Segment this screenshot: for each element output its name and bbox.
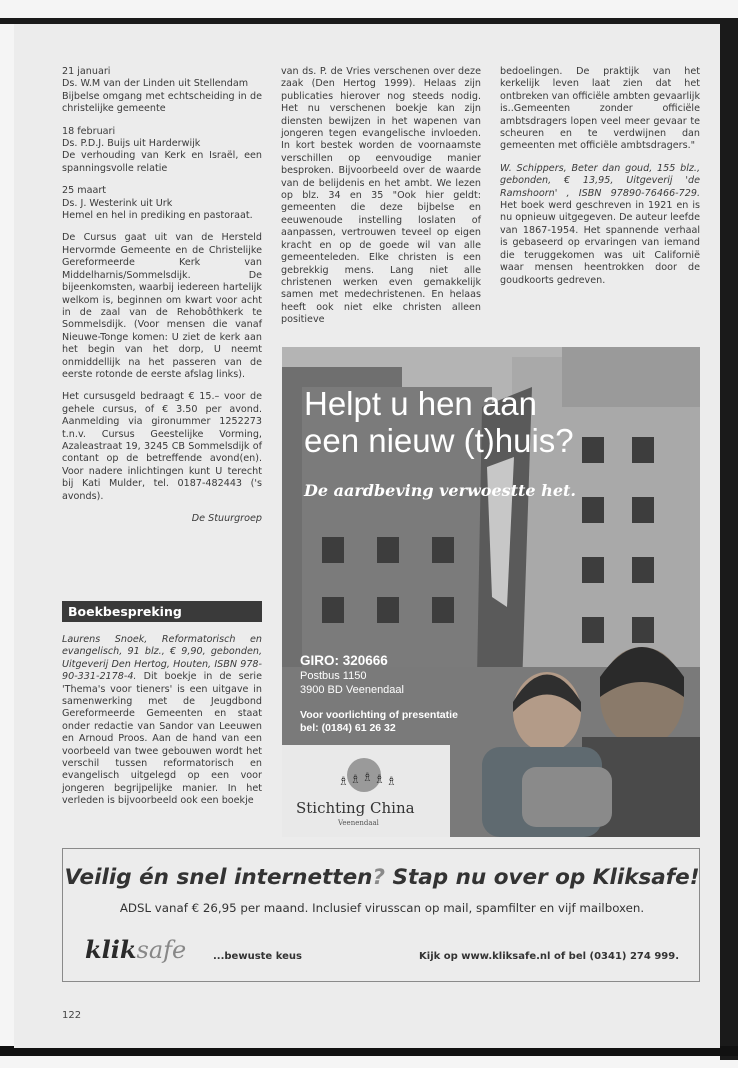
review-paragraph <box>62 634 262 808</box>
ad-subline: De aardbeving verwoestte het. <box>304 481 576 500</box>
svg-text:♗: ♗ <box>362 770 373 784</box>
headline-line-1: Helpt u hen aan <box>304 385 538 422</box>
svg-text:♗: ♗ <box>386 774 397 788</box>
svg-text:♗: ♗ <box>350 772 361 786</box>
address-line: Postbus 1150 <box>300 670 367 682</box>
ad-headline <box>304 385 574 459</box>
book-reference: Laurens Snoek, Reformatorisch en evangelisch, 91 blz., € 9,90, gebonden, Uitgeverij Den Hertog, Houten, ISBN 978-90-331-2178-4. <box>62 634 262 683</box>
event-3 <box>62 185 262 222</box>
column-1 <box>62 66 262 535</box>
address-line: 3900 BD Veenendaal <box>300 684 404 696</box>
org-name: Stichting China <box>296 799 415 817</box>
event-1 <box>62 66 262 116</box>
book-reference: W. Schippers, Beter dan goud, 155 blz., gebonden, € 13,95, Uitgeverij 'de Ramshoorn' , ISBN 97890-76466-729. <box>500 162 700 199</box>
event-date: 21 januari <box>62 66 111 77</box>
review-continued: van ds. P. de Vries verschenen over deze zaak (Den Hertog 1999). Helaas zijn publicaties hierover nog steeds nodig. Het nu verschenen boekje kan zijn diensten bewijzen in het wapenen van jongeren tegen evangelische invloeden. In kort bestek worden de voornaamste verschillen op eenvoudige manier besproken. Bijvoorbeeld over de waarde van de belijdenis en het ambt. We lezen op blz. 34 en 35 "Ook hier geldt: gemeenten die deze bijbelse en eeuwenoude instelling loslaten of aanpassen, vertrouwen teveel op eigen kracht en op de goede wil van alle gemeenteleden. Elke christen is een gebrekkig mens. Lang niet alle christenen werken even gemakkelijk samen met medechristenen. En helaas heeft ook niet elke christen alleen positieve <box>281 66 481 326</box>
ad-title <box>63 865 701 890</box>
event-speaker: Ds. J. Westerink uit Urk <box>62 197 173 209</box>
giro-number: GIRO: 320666 <box>300 653 388 668</box>
info-line: Voor voorlichting of presentatie <box>300 709 458 721</box>
china-advertisement <box>282 347 700 837</box>
scan-edge-right <box>720 20 738 1060</box>
column-2 <box>281 66 481 337</box>
title-question-mark: ? <box>372 865 385 890</box>
svg-text:♗: ♗ <box>374 772 385 786</box>
kliksafe-advertisement <box>62 848 700 982</box>
event-topic: Bijbelse omgang met echtscheiding in de christelijke gemeente <box>62 90 262 115</box>
logo-text: klik <box>85 935 137 964</box>
column-1-review <box>62 634 262 818</box>
headline-line-2: een nieuw (t)huis? <box>304 422 574 459</box>
svg-text:♗: ♗ <box>338 774 349 788</box>
contact-info: Kijk op www.kliksafe.nl of bel (0341) 274 999. <box>419 951 679 962</box>
signature: De Stuurgroep <box>191 513 262 524</box>
info-phone <box>300 709 458 735</box>
page-number: 122 <box>62 1010 82 1021</box>
review-text: Het boek werd geschreven in 1921 en is nu opnieuw uitgegeven. De auteur leefde van 1867-1954. Het spannende verhaal is gebaseerd op ervaringen van iemand die teruggekomen was uit Californië waar mensen heentrokken door de goudkoorts gedreven. <box>500 200 700 286</box>
postal-address <box>300 669 404 697</box>
ad-subtitle: ADSL vanaf € 26,95 per maand. Inclusief virusscan op mail, spamfilter en vijf mailboxen. <box>119 901 645 915</box>
review-quote-end: bedoelingen. De praktijk van het kerkelijk leven laat zien dat het ontbreken van officiële ambten gevaarlijk is..Gemeenten zonder officiële ambtsdragers lopen veel meer gevaar te scheuren en te verdwijnen dan gemeenten met officiële ambtsdragers." <box>500 66 701 152</box>
event-speaker: Ds. P.D.J. Buijs uit Harderwijk <box>62 138 201 150</box>
info-line: bel: (0184) 61 26 32 <box>300 722 396 734</box>
event-topic: De verhouding van Kerk en Israël, een spanningsvolle relatie <box>62 150 262 174</box>
title-part: Veilig én snel internetten <box>64 865 373 890</box>
review-text: Dit boekje in de serie 'Thema's voor tieners' is een uitgave in samenwerking met de Jeugdbond Gereformeerde Gemeenten en staat onder redactie van Sandor van Leeuwen en Arnoud Proos. Aan de hand van een voorbeeld van twee gebouwen wordt het verschil tussen reformatorisch en evangelisch uitgelegd op een voor jongeren begrijpelijke manier. In het verleden is bijvoorbeeld ook een boekje <box>62 671 262 807</box>
event-date: 18 februari <box>62 125 116 137</box>
event-speaker: Ds. W.M van der Linden uit Stellendam <box>62 78 249 90</box>
event-date: 25 maart <box>62 185 107 197</box>
title-part: Stap nu over op Kliksafe! <box>384 865 700 890</box>
column-3 <box>500 66 700 297</box>
stichting-china-logo <box>282 745 450 805</box>
course-info-paragraph: De Cursus gaat uit van de Hersteld Hervormde Gemeente en de Christelijke Gereformeerde Kerk van Middelharnis/Sommelsdijk. De bijeenkomsten, waarbij iedereen hartelijk welkom is, beginnen om kwart voor acht in de zaal van de Rehobôthkerk te Sommelsdijk. (Voor mensen die vanaf Nieuwe-Tonge komen: U ziet de kerk aan het begin van het dorp, U neemt onmiddellijk na het passeren van de eerste rotonde de eerste afslag links). <box>62 232 262 380</box>
tagline: ...bewuste keus <box>213 951 302 962</box>
course-fee-paragraph: Het cursusgeld bedraagt € 15.– voor de gehele cursus, of € 3.50 per avond. Aanmelding via gironummer 1252273 t.n.v. Cursus Geestelijke Vorming, Azaleastraat 19, 3245 CB Sommelsdijk of contant op de betreffende avond(en). Voor nadere inlichtingen kunt U terecht bij Kati Mulder, tel. 0187-482443 ('s avonds). <box>62 391 262 502</box>
section-heading: Boekbespreking <box>62 601 262 622</box>
event-2 <box>62 126 262 176</box>
event-topic: Hemel en hel in prediking en pastoraat. <box>62 210 253 222</box>
kliksafe-logo <box>85 935 186 964</box>
logo-text: safe <box>136 936 187 964</box>
org-city: Veenendaal <box>338 819 379 827</box>
book-review-2 <box>500 163 700 287</box>
